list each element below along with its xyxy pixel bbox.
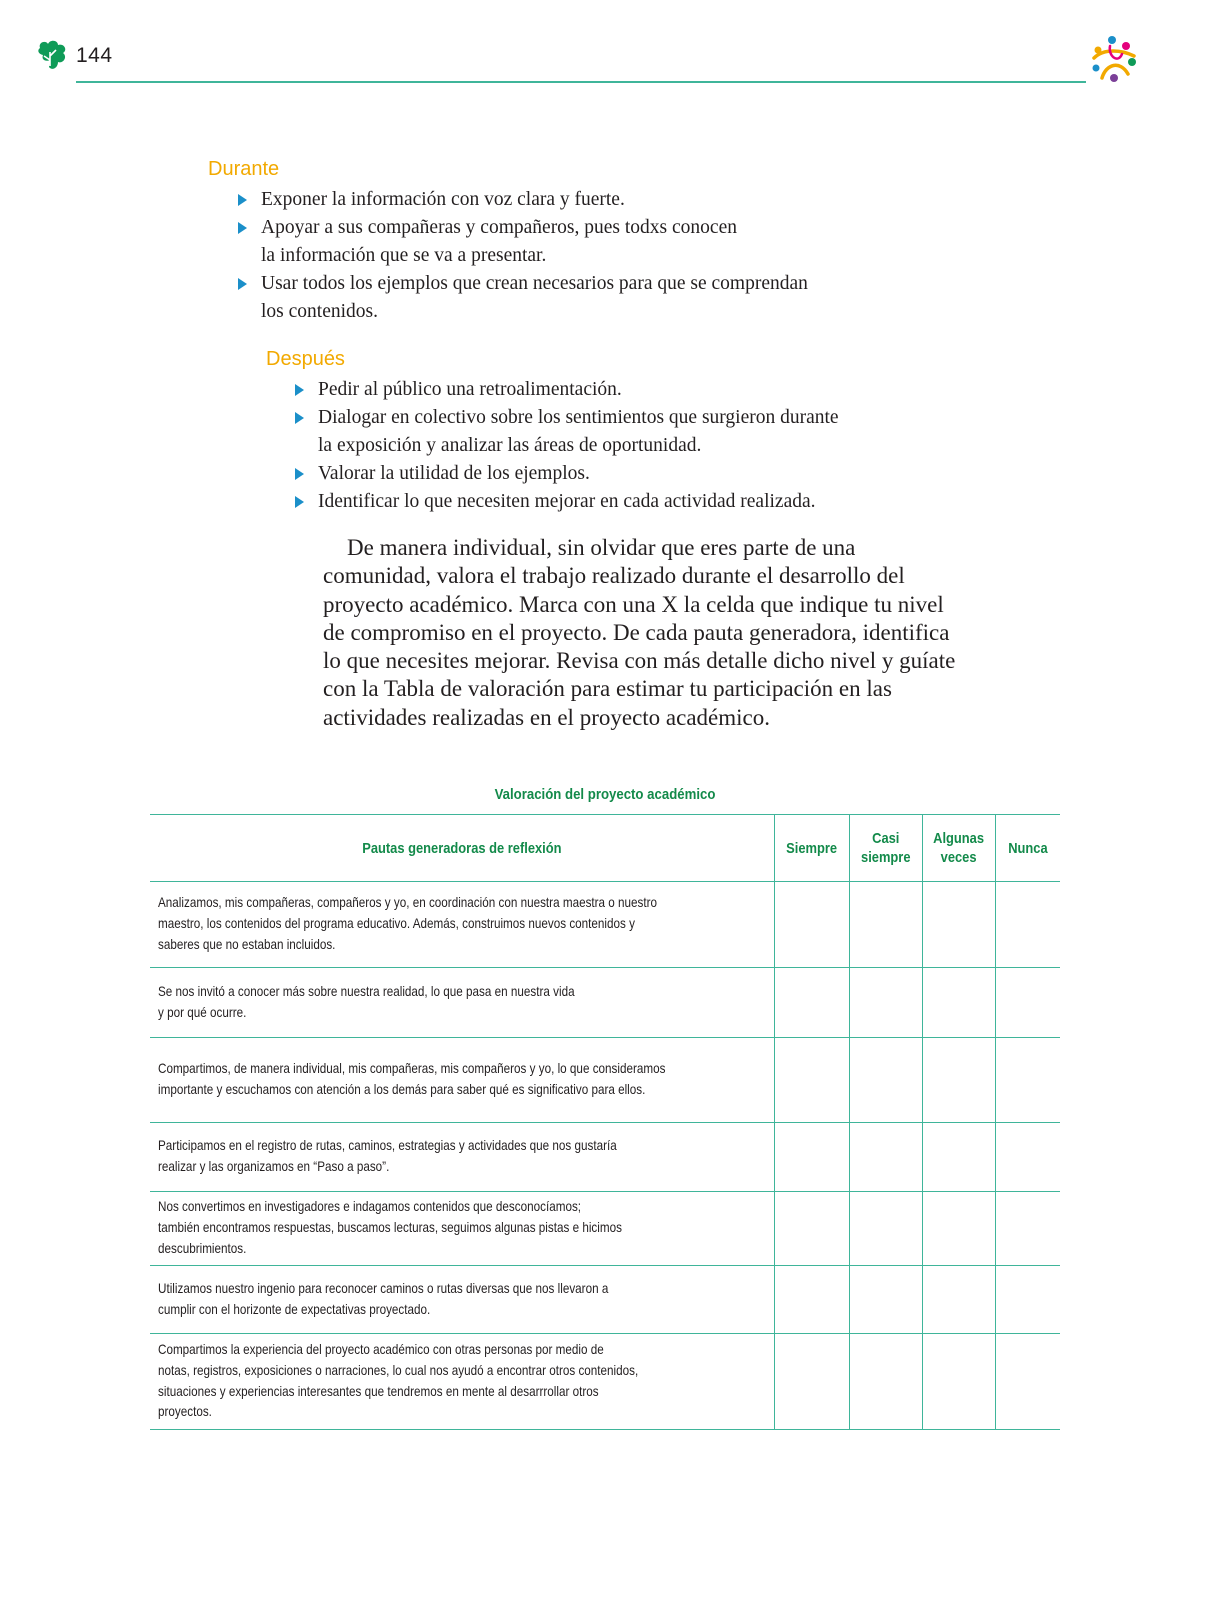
header-algunas-veces: Algunas veces: [922, 815, 995, 882]
instructions-paragraph: De manera individual, sin olvidar que eres parte de una comunidad, valora el trabajo realizado durante el desarrollo del proyecto académico. Marca con una X la celda que indique tu nivel de compromiso en el proyecto. De cada pauta generadora, identifica lo que necesites mejorar. Revisa con más detalle dicho nivel y guíate con la Tabla de valoración para estimar tu participación en las actividades realizadas en el proyecto académico.: [323, 535, 956, 730]
table-header-row: [150, 815, 1060, 882]
pauta-cell: Participamos en el registro de rutas, caminos, estrategias y actividades que nos gustaría realizar y las organizamos en “Paso a paso”.: [150, 1123, 774, 1192]
pauta-cell: Se nos invitó a conocer más sobre nuestra realidad, lo que pasa en nuestra vida y por qué ocurre.: [150, 968, 774, 1038]
algunas-veces-checkbox-cell[interactable]: [922, 1123, 995, 1192]
nunca-checkbox-cell[interactable]: [995, 882, 1060, 968]
pauta-cell: Compartimos la experiencia del proyecto académico con otras personas por medio de notas, registros, exposiciones o narraciones, lo cual nos ayudó a encontrar otros contenidos, situaciones y experiencias interesantes que tendremos en mente al desarrrollar otros proyectos.: [150, 1334, 774, 1430]
casi-siempre-checkbox-cell[interactable]: [849, 1038, 922, 1123]
casi-siempre-checkbox-cell[interactable]: [849, 1123, 922, 1192]
bullet-triangle-icon: [295, 384, 304, 396]
pauta-cell: Analizamos, mis compañeras, compañeros y yo, en coordinación con nuestra maestra o nuestro maestro, los contenidos del programa educativo. Además, construimos nuevos contenidos y saberes que no estaban incluidos.: [150, 882, 774, 968]
bullet-triangle-icon: [295, 468, 304, 480]
casi-siempre-checkbox-cell[interactable]: [849, 882, 922, 968]
nunca-checkbox-cell[interactable]: [995, 1334, 1060, 1430]
siempre-checkbox-cell[interactable]: [774, 1266, 849, 1334]
bullet-triangle-icon: [238, 222, 247, 234]
nunca-checkbox-cell[interactable]: [995, 1192, 1060, 1266]
table-row: [150, 1334, 1060, 1430]
bullet-triangle-icon: [238, 278, 247, 290]
table-row: [150, 1192, 1060, 1266]
header-siempre: Siempre: [774, 815, 849, 882]
nunca-checkbox-cell[interactable]: [995, 1038, 1060, 1123]
list-item: Dialogar en colectivo sobre los sentimientos que surgieron durante la exposición y analizar las áreas de oportunidad.: [292, 404, 912, 460]
durante-heading: Durante: [208, 158, 280, 180]
pauta-cell: Nos convertimos en investigadores e indagamos contenidos que desconocíamos; también encontramos respuestas, buscamos lecturas, seguimos algunas pistas e hicimos descubrimientos.: [150, 1192, 774, 1266]
siempre-checkbox-cell[interactable]: [774, 1123, 849, 1192]
algunas-veces-checkbox-cell[interactable]: [922, 1192, 995, 1266]
colorful-figures-logo-icon: [1088, 34, 1140, 86]
casi-siempre-checkbox-cell[interactable]: [849, 968, 922, 1038]
page-number: 144: [76, 44, 113, 67]
algunas-veces-checkbox-cell[interactable]: [922, 968, 995, 1038]
despues-heading: Después: [266, 348, 345, 370]
header-nunca: Nunca: [995, 815, 1060, 882]
pauta-cell: Compartimos, de manera individual, mis compañeras, mis compañeros y yo, lo que consideramos importante y escuchamos con atención a los demás para saber qué es significativo para ellos.: [150, 1038, 774, 1123]
despues-list: [292, 376, 912, 516]
casi-siempre-checkbox-cell[interactable]: [849, 1192, 922, 1266]
nunca-checkbox-cell[interactable]: [995, 968, 1060, 1038]
bullet-triangle-icon: [238, 194, 247, 206]
casi-siempre-checkbox-cell[interactable]: [849, 1334, 922, 1430]
durante-list: [235, 186, 875, 326]
valoracion-table: [150, 814, 1060, 1430]
list-item: Apoyar a sus compañeras y compañeros, pues todxs conocen la información que se va a presentar.: [235, 214, 875, 270]
green-leaf-logo-icon: [36, 38, 68, 72]
algunas-veces-checkbox-cell[interactable]: [922, 1266, 995, 1334]
casi-siempre-checkbox-cell[interactable]: [849, 1266, 922, 1334]
siempre-checkbox-cell[interactable]: [774, 1334, 849, 1430]
table-row: [150, 1038, 1060, 1123]
siempre-checkbox-cell[interactable]: [774, 882, 849, 968]
nunca-checkbox-cell[interactable]: [995, 1266, 1060, 1334]
table-row: [150, 968, 1060, 1038]
algunas-veces-checkbox-cell[interactable]: [922, 1038, 995, 1123]
nunca-checkbox-cell[interactable]: [995, 1123, 1060, 1192]
header-casi-siempre: Casi siempre: [849, 815, 922, 882]
table-title: Valoración del proyecto académico: [494, 786, 716, 803]
pauta-cell: Utilizamos nuestro ingenio para reconocer caminos o rutas diversas que nos llevaron a cumplir con el horizonte de expectativas proyectado.: [150, 1266, 774, 1334]
header-rule: [76, 81, 1086, 83]
bullet-triangle-icon: [295, 412, 304, 424]
algunas-veces-checkbox-cell[interactable]: [922, 882, 995, 968]
table-row: [150, 1266, 1060, 1334]
siempre-checkbox-cell[interactable]: [774, 968, 849, 1038]
header-pautas: Pautas generadoras de reflexión: [150, 815, 774, 882]
siempre-checkbox-cell[interactable]: [774, 1038, 849, 1123]
list-item: Exponer la información con voz clara y fuerte.: [235, 186, 875, 214]
table-row: [150, 882, 1060, 968]
table-row: [150, 1123, 1060, 1192]
list-item: Valorar la utilidad de los ejemplos.: [292, 460, 912, 488]
list-item: Pedir al público una retroalimentación.: [292, 376, 912, 404]
bullet-triangle-icon: [295, 496, 304, 508]
siempre-checkbox-cell[interactable]: [774, 1192, 849, 1266]
algunas-veces-checkbox-cell[interactable]: [922, 1334, 995, 1430]
list-item: Usar todos los ejemplos que crean necesarios para que se comprendan los contenidos.: [235, 270, 875, 326]
list-item: Identificar lo que necesiten mejorar en cada actividad realizada.: [292, 488, 912, 516]
